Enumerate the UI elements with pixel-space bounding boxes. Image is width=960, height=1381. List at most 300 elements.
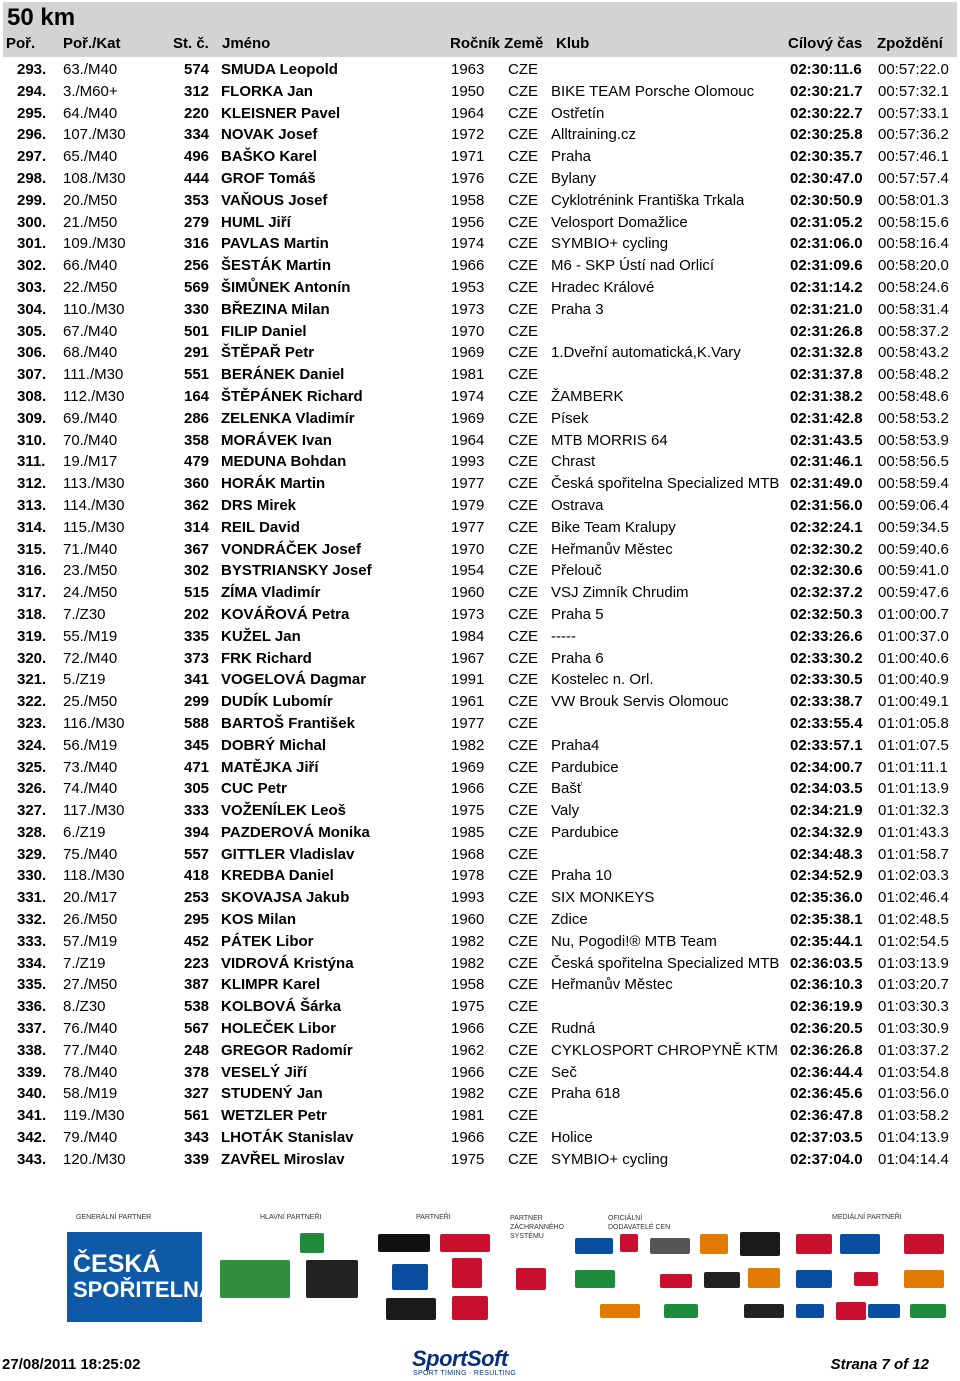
- row-birth-year: 1973: [451, 300, 485, 318]
- row-country: CZE: [508, 366, 538, 384]
- row-club: 1.Dveřní automatická,K.Vary: [551, 344, 741, 362]
- row-birth-year: 1969: [451, 344, 485, 362]
- row-position: 338.: [17, 1041, 47, 1059]
- row-category-rank: 120./M30: [63, 1150, 126, 1168]
- row-position: 321.: [17, 671, 47, 689]
- row-finish-time: 02:31:46.1: [790, 453, 863, 471]
- row-club: BIKE TEAM Porsche Olomouc: [551, 82, 755, 100]
- row-bib-number: 561: [184, 1107, 210, 1125]
- row-birth-year: 1991: [451, 671, 485, 689]
- row-birth-year: 1982: [451, 736, 485, 754]
- row-birth-year: 1984: [451, 627, 485, 645]
- row-bib-number: 567: [184, 1020, 210, 1038]
- row-category-rank: 76./M40: [63, 1020, 118, 1038]
- row-finish-time: 02:32:30.6: [790, 562, 863, 580]
- row-bib-number: 358: [184, 431, 210, 449]
- row-gap: 00:58:53.2: [878, 409, 949, 427]
- row-finish-time: 02:31:14.2: [790, 278, 863, 296]
- col-header-category: Poř./Kat: [63, 35, 121, 52]
- table-row: [0, 1062, 960, 1084]
- row-birth-year: 1982: [451, 932, 485, 950]
- row-category-rank: 66./M40: [63, 257, 118, 275]
- row-name: VOGELOVÁ Dagmar: [221, 671, 367, 689]
- row-club: VSJ Zimník Chrudim: [551, 584, 689, 602]
- rescue-label-3: SYSTÉMU: [510, 1233, 544, 1240]
- table-row: [0, 822, 960, 844]
- row-club: Kostelec n. Orl.: [551, 671, 654, 689]
- row-birth-year: 1960: [451, 911, 485, 929]
- row-finish-time: 02:33:38.7: [790, 693, 863, 711]
- row-birth-year: 1966: [451, 1063, 485, 1081]
- row-category-rank: 56./M19: [63, 736, 118, 754]
- media-logo-sport: [904, 1234, 944, 1254]
- row-position: 316.: [17, 562, 47, 580]
- table-row: [0, 81, 960, 103]
- row-bib-number: 452: [184, 932, 210, 950]
- row-category-rank: 119./M30: [63, 1107, 125, 1125]
- row-gap: 01:03:30.3: [878, 998, 949, 1016]
- row-category-rank: 65./M40: [63, 148, 118, 166]
- results-header: [0, 0, 960, 59]
- row-category-rank: 58./M19: [63, 1085, 118, 1103]
- price-label-2: DODAVATELÉ CEN: [608, 1224, 671, 1231]
- row-finish-time: 02:32:37.2: [790, 584, 863, 602]
- row-bib-number: 343: [184, 1129, 210, 1147]
- row-name: ŠESTÁK Martin: [221, 257, 332, 275]
- row-position: 302.: [17, 257, 47, 275]
- table-row: [0, 953, 960, 975]
- row-birth-year: 1966: [451, 1129, 485, 1147]
- col-header-name: Jméno: [222, 35, 271, 52]
- row-club: MTB MORRIS 64: [551, 431, 668, 449]
- row-country: CZE: [508, 344, 538, 362]
- row-name: ZÍMA Vladimír: [221, 584, 321, 602]
- row-category-rank: 108./M30: [63, 169, 126, 187]
- supplier-logo-8: [664, 1304, 698, 1318]
- row-name: DRS Mirek: [221, 496, 297, 514]
- row-country: CZE: [508, 758, 538, 776]
- media-logo-4: [854, 1272, 878, 1286]
- row-gap: 01:02:46.4: [878, 889, 949, 907]
- row-gap: 01:04:13.9: [878, 1129, 949, 1147]
- row-category-rank: 74./M40: [63, 780, 118, 798]
- row-category-rank: 63./M40: [63, 61, 118, 78]
- row-category-rank: 19./M17: [63, 453, 118, 471]
- row-category-rank: 64./M40: [63, 104, 118, 122]
- row-category-rank: 75./M40: [63, 845, 118, 863]
- row-position: 320.: [17, 649, 47, 667]
- row-gap: 01:01:13.9: [878, 780, 949, 798]
- row-bib-number: 551: [184, 366, 210, 384]
- row-club: Ostřetín: [551, 104, 605, 122]
- row-gap: 00:58:16.4: [878, 235, 949, 253]
- row-club: Pardubice: [551, 758, 619, 776]
- table-row: [0, 887, 960, 909]
- supplier-logo-7: [600, 1304, 640, 1318]
- row-club: Heřmanův Městec: [551, 540, 673, 558]
- row-country: CZE: [508, 409, 538, 427]
- row-position: 315.: [17, 540, 47, 558]
- row-bib-number: 333: [184, 802, 210, 820]
- row-bib-number: 253: [184, 889, 210, 907]
- row-finish-time: 02:31:06.0: [790, 235, 863, 253]
- row-bib-number: 305: [184, 780, 210, 798]
- row-name: HOLEČEK Libor: [221, 1020, 336, 1038]
- row-finish-time: 02:36:19.9: [790, 998, 863, 1016]
- row-bib-number: 444: [184, 169, 210, 187]
- row-name: MATĚJKA Jiří: [221, 758, 319, 776]
- row-club: Česká spořitelna Specialized MTB: [551, 475, 780, 493]
- row-bib-number: 302: [184, 562, 210, 580]
- row-gap: 01:04:14.4: [878, 1150, 949, 1168]
- row-category-rank: 107./M30: [63, 126, 126, 144]
- row-country: CZE: [508, 823, 538, 841]
- row-birth-year: 1975: [451, 802, 485, 820]
- row-position: 330.: [17, 867, 47, 885]
- row-gap: 01:01:32.3: [878, 802, 949, 820]
- row-finish-time: 02:30:11.6: [790, 61, 862, 78]
- row-club: Heřmanův Městec: [551, 976, 673, 994]
- row-country: CZE: [508, 671, 538, 689]
- row-gap: 00:58:20.0: [878, 257, 949, 275]
- row-country: CZE: [508, 867, 538, 885]
- row-finish-time: 02:35:36.0: [790, 889, 863, 907]
- row-position: 319.: [17, 627, 47, 645]
- row-name: WETZLER Petr: [221, 1107, 327, 1125]
- row-birth-year: 1982: [451, 954, 485, 972]
- row-category-rank: 25./M50: [63, 693, 118, 711]
- row-finish-time: 02:34:52.9: [790, 867, 863, 885]
- col-header-bib: St. č.: [173, 35, 209, 52]
- row-club: ŽAMBERK: [551, 387, 624, 405]
- row-finish-time: 02:31:38.2: [790, 387, 863, 405]
- row-position: 300.: [17, 213, 47, 231]
- table-row: [0, 495, 960, 517]
- row-category-rank: 67./M40: [63, 322, 118, 340]
- table-row: [0, 430, 960, 452]
- row-birth-year: 1977: [451, 518, 485, 536]
- row-country: CZE: [508, 1085, 538, 1103]
- row-birth-year: 1976: [451, 169, 485, 187]
- row-bib-number: 501: [184, 322, 210, 340]
- supplier-logo-2: [620, 1234, 638, 1252]
- row-birth-year: 1967: [451, 649, 485, 667]
- row-gap: 00:59:06.4: [878, 496, 949, 514]
- row-country: CZE: [508, 889, 538, 907]
- row-gap: 00:58:01.3: [878, 191, 949, 209]
- row-name: ŠTĚPAŘ Petr: [221, 344, 315, 362]
- row-position: 298.: [17, 169, 47, 187]
- row-finish-time: 02:33:26.6: [790, 627, 863, 645]
- row-club: Praha: [551, 148, 592, 166]
- row-birth-year: 1961: [451, 693, 485, 711]
- row-country: CZE: [508, 1129, 538, 1147]
- row-finish-time: 02:36:45.6: [790, 1085, 863, 1103]
- row-name: BŘEZINA Milan: [221, 300, 330, 318]
- table-row: [0, 321, 960, 343]
- supplier-logo-6: [748, 1268, 780, 1288]
- row-club: Přelouč: [551, 562, 602, 580]
- results-table: [0, 59, 960, 1171]
- table-row: [0, 168, 960, 190]
- table-row: [0, 974, 960, 996]
- table-row: [0, 59, 960, 81]
- row-birth-year: 1975: [451, 998, 485, 1016]
- row-position: 314.: [17, 518, 47, 536]
- row-gap: 00:58:37.2: [878, 322, 949, 340]
- row-country: CZE: [508, 562, 538, 580]
- row-bib-number: 248: [184, 1041, 210, 1059]
- table-row: [0, 1040, 960, 1062]
- row-name: REIL David: [221, 518, 300, 536]
- row-bib-number: 334: [184, 126, 210, 144]
- row-club: SYMBIO+ cycling: [551, 235, 669, 253]
- row-bib-number: 220: [184, 104, 210, 122]
- supplier-logo-4: [700, 1234, 728, 1254]
- row-category-rank: 5./Z19: [63, 671, 106, 689]
- row-country: CZE: [508, 1041, 538, 1059]
- row-finish-time: 02:32:30.2: [790, 540, 863, 558]
- row-finish-time: 02:34:00.7: [790, 758, 863, 776]
- row-name: DUDÍK Lubomír: [221, 693, 333, 711]
- row-gap: 01:02:54.5: [878, 932, 949, 950]
- partner-logo-specialized: [452, 1258, 482, 1288]
- row-position: 310.: [17, 431, 47, 449]
- row-bib-number: 314: [184, 518, 210, 536]
- row-gap: 00:59:47.6: [878, 584, 949, 602]
- page-title: 50 km: [7, 4, 76, 31]
- row-name: SKOVAJSA Jakub: [221, 889, 350, 907]
- row-category-rank: 78./M40: [63, 1063, 118, 1081]
- row-finish-time: 02:31:49.0: [790, 475, 863, 493]
- row-gap: 00:58:24.6: [878, 278, 949, 296]
- row-gap: 00:57:46.1: [878, 148, 949, 166]
- row-gap: 00:58:53.9: [878, 431, 949, 449]
- row-name: GREGOR Radomír: [221, 1041, 353, 1059]
- table-row: [0, 103, 960, 125]
- row-category-rank: 113./M30: [63, 475, 125, 493]
- ceska-sporitelna-logo: [67, 1232, 215, 1322]
- row-position: 299.: [17, 191, 47, 209]
- row-finish-time: 02:31:32.8: [790, 344, 863, 362]
- table-row: [0, 539, 960, 561]
- row-country: CZE: [508, 235, 538, 253]
- row-birth-year: 1979: [451, 496, 485, 514]
- row-finish-time: 02:36:03.5: [790, 954, 863, 972]
- row-gap: 00:59:40.6: [878, 540, 949, 558]
- row-country: CZE: [508, 605, 538, 623]
- table-row: [0, 364, 960, 386]
- row-birth-year: 1975: [451, 1150, 485, 1168]
- row-name: SMUDA Leopold: [221, 61, 338, 78]
- table-row: [0, 648, 960, 670]
- main-partners-label: HLAVNÍ PARTNEŘI: [260, 1214, 322, 1221]
- row-country: CZE: [508, 736, 538, 754]
- row-category-rank: 8./Z30: [63, 998, 106, 1016]
- row-country: CZE: [508, 584, 538, 602]
- table-row: [0, 299, 960, 321]
- row-bib-number: 339: [184, 1150, 210, 1168]
- supplier-logo-1: [575, 1238, 613, 1254]
- row-country: CZE: [508, 300, 538, 318]
- row-bib-number: 569: [184, 278, 210, 296]
- table-row: [0, 233, 960, 255]
- row-finish-time: 02:33:55.4: [790, 714, 863, 732]
- row-finish-time: 02:30:47.0: [790, 169, 863, 187]
- row-bib-number: 496: [184, 148, 210, 166]
- row-finish-time: 02:36:47.8: [790, 1107, 863, 1125]
- row-finish-time: 02:35:38.1: [790, 911, 863, 929]
- row-birth-year: 1969: [451, 409, 485, 427]
- col-header-time: Cílový čas: [788, 35, 863, 52]
- supplier-logo-fotolia: [660, 1274, 692, 1288]
- row-name: BAŠKO Karel: [221, 148, 317, 166]
- row-bib-number: 471: [184, 758, 210, 776]
- row-finish-time: 02:31:42.8: [790, 409, 863, 427]
- row-finish-time: 02:36:10.3: [790, 976, 863, 994]
- row-category-rank: 117./M30: [63, 802, 125, 820]
- sportsoft-logo-subtitle: SPORT TIMING · RESULTING: [413, 1370, 517, 1377]
- row-finish-time: 02:30:25.8: [790, 126, 863, 144]
- row-position: 311.: [17, 453, 46, 471]
- row-category-rank: 24./M50: [63, 584, 118, 602]
- row-finish-time: 02:33:30.2: [790, 649, 863, 667]
- row-bib-number: 353: [184, 191, 210, 209]
- media-logo-5: [868, 1304, 900, 1318]
- row-birth-year: 1971: [451, 148, 485, 166]
- row-country: CZE: [508, 278, 538, 296]
- table-row: [0, 451, 960, 473]
- row-country: CZE: [508, 932, 538, 950]
- row-name: KUŽEL Jan: [221, 627, 301, 645]
- row-name: VONDRÁČEK Josef: [221, 540, 362, 558]
- row-birth-year: 1968: [451, 845, 485, 863]
- row-position: 306.: [17, 344, 47, 362]
- row-country: CZE: [508, 802, 538, 820]
- row-name: VOŽENÍLEK Leoš: [221, 802, 347, 820]
- row-bib-number: 291: [184, 344, 210, 362]
- row-finish-time: 02:31:43.5: [790, 431, 863, 449]
- row-finish-time: 02:34:21.9: [790, 802, 863, 820]
- row-name: FLORKA Jan: [221, 82, 313, 100]
- row-category-rank: 70./M40: [63, 431, 118, 449]
- table-row: [0, 582, 960, 604]
- row-finish-time: 02:31:37.8: [790, 366, 863, 384]
- row-birth-year: 1963: [451, 61, 485, 78]
- row-birth-year: 1973: [451, 605, 485, 623]
- row-name: CUC Petr: [221, 780, 287, 798]
- row-bib-number: 316: [184, 235, 210, 253]
- media-partners-label: MEDIÁLNÍ PARTNEŘI: [832, 1214, 902, 1221]
- table-row: [0, 909, 960, 931]
- row-birth-year: 1958: [451, 976, 485, 994]
- row-country: CZE: [508, 191, 538, 209]
- partner-logo-xpower: [386, 1298, 436, 1320]
- row-position: 305.: [17, 322, 47, 340]
- row-birth-year: 1962: [451, 1041, 485, 1059]
- media-logo-2: [840, 1234, 880, 1254]
- row-gap: 01:01:11.1: [878, 758, 948, 776]
- main-partner-logo-1: [300, 1233, 324, 1253]
- page-footer: [0, 1340, 960, 1381]
- row-gap: 00:59:41.0: [878, 562, 949, 580]
- row-club: Holice: [551, 1129, 593, 1147]
- row-birth-year: 1950: [451, 82, 485, 100]
- row-gap: 01:03:13.9: [878, 954, 949, 972]
- row-position: 297.: [17, 148, 47, 166]
- row-position: 296.: [17, 126, 47, 144]
- row-bib-number: 256: [184, 257, 210, 275]
- table-row: [0, 604, 960, 626]
- partner-logo-birell: [392, 1264, 428, 1290]
- table-row: [0, 560, 960, 582]
- row-position: 335.: [17, 976, 47, 994]
- row-position: 308.: [17, 387, 47, 405]
- row-birth-year: 1958: [451, 191, 485, 209]
- sportsoft-logo: [412, 1346, 552, 1378]
- row-gap: 00:58:43.2: [878, 344, 949, 362]
- row-finish-time: 02:31:05.2: [790, 213, 863, 231]
- row-position: 327.: [17, 802, 47, 820]
- row-position: 322.: [17, 693, 47, 711]
- row-club: Praha 10: [551, 867, 612, 885]
- partner-logo-sport: [452, 1296, 488, 1320]
- row-name: GITTLER Vladislav: [221, 845, 355, 863]
- row-country: CZE: [508, 1150, 538, 1168]
- row-finish-time: 02:34:03.5: [790, 780, 863, 798]
- row-country: CZE: [508, 780, 538, 798]
- row-name: FILIP Daniel: [221, 322, 307, 340]
- row-name: BERÁNEK Daniel: [221, 366, 345, 384]
- row-gap: 01:03:54.8: [878, 1063, 949, 1081]
- row-bib-number: 418: [184, 867, 210, 885]
- row-name: KLEISNER Pavel: [221, 104, 341, 122]
- row-country: CZE: [508, 387, 538, 405]
- row-club: -----: [551, 627, 576, 645]
- media-logo-3: [796, 1270, 832, 1288]
- row-bib-number: 360: [184, 475, 210, 493]
- supplier-logo-3: [650, 1238, 690, 1254]
- partner-logo-3m: [516, 1268, 546, 1290]
- row-country: CZE: [508, 976, 538, 994]
- table-row: [0, 255, 960, 277]
- row-position: 343.: [17, 1150, 47, 1168]
- row-name: STUDENÝ Jan: [221, 1085, 323, 1103]
- row-bib-number: 588: [184, 714, 210, 732]
- row-gap: 01:02:48.5: [878, 911, 949, 929]
- rescue-partner-label: [510, 1214, 564, 1241]
- row-category-rank: 77./M40: [63, 1041, 118, 1059]
- row-category-rank: 79./M40: [63, 1129, 118, 1147]
- row-name: KOVÁŘOVÁ Petra: [221, 605, 350, 623]
- row-gap: 01:03:20.7: [878, 976, 949, 994]
- partners-label: PARTNEŘI: [416, 1214, 451, 1221]
- row-club: SIX MONKEYS: [551, 889, 655, 907]
- row-birth-year: 1969: [451, 758, 485, 776]
- row-gap: 00:59:34.5: [878, 518, 949, 536]
- row-name: HORÁK Martin: [221, 475, 326, 493]
- table-row: [0, 1083, 960, 1105]
- row-finish-time: 02:31:56.0: [790, 496, 863, 514]
- row-bib-number: 557: [184, 845, 210, 863]
- row-country: CZE: [508, 518, 538, 536]
- row-gap: 01:01:07.5: [878, 736, 949, 754]
- row-club: CYKLOSPORT CHROPYNĚ KTM: [551, 1041, 778, 1059]
- table-row: [0, 800, 960, 822]
- row-gap: 00:57:22.0: [878, 61, 949, 78]
- row-finish-time: 02:34:32.9: [790, 823, 863, 841]
- row-finish-time: 02:35:44.1: [790, 932, 863, 950]
